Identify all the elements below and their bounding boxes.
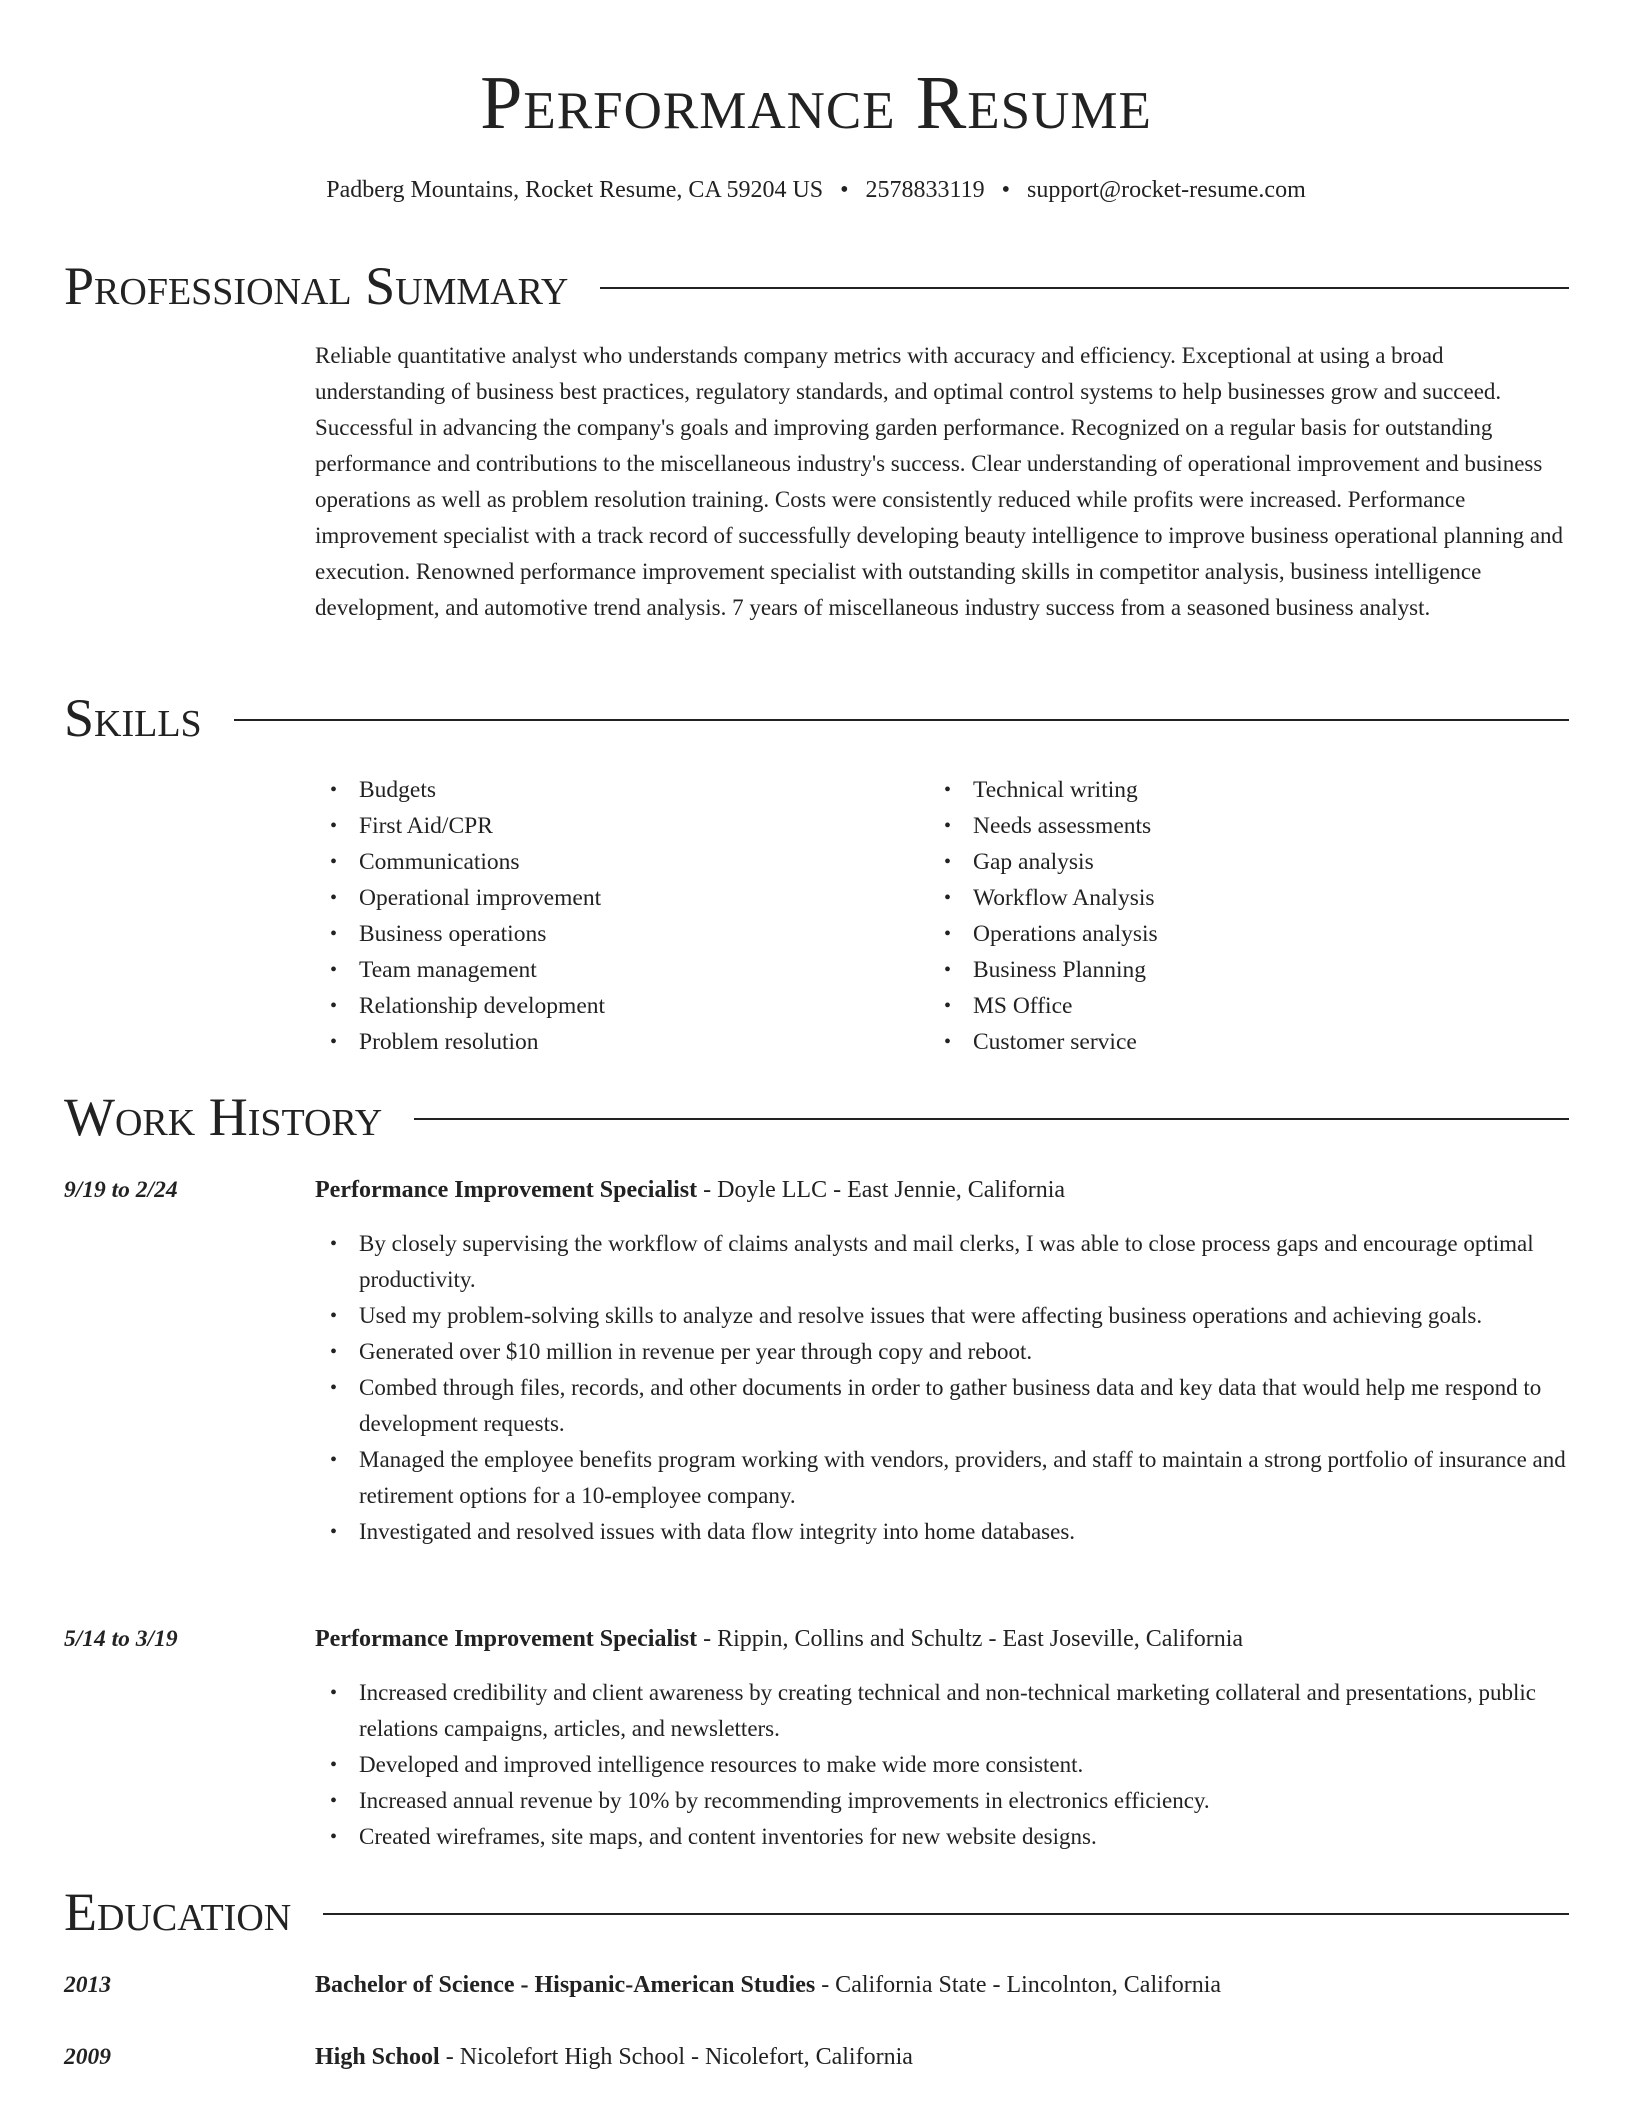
skill-item	[944, 988, 1158, 1024]
section-title-education: Education	[64, 1882, 292, 1942]
duty-item-text: Increased annual revenue by 10% by recommending improvements in electronics efficiency.	[359, 1788, 1210, 1813]
bullet-icon: •	[330, 1305, 338, 1327]
duty-item	[330, 1783, 1615, 1819]
contact-address: Padberg Mountains, Rocket Resume, CA 59204 US	[326, 177, 824, 203]
bullet-icon: •	[330, 1377, 338, 1399]
skills-list-right	[929, 772, 1158, 1060]
section-title-skills: Skills	[64, 688, 202, 748]
skill-item-text: Operational improvement	[359, 885, 602, 911]
education-school: - Nicolefort High School - Nicolefort, California	[439, 2044, 913, 2070]
skill-item	[330, 880, 605, 916]
duty-item-text: By closely supervising the workflow of claims analysts and mail clerks, I was able to close process gaps and encourage optimal productivity.	[359, 1231, 1534, 1292]
skill-item-text: Technical writing	[973, 777, 1138, 803]
skill-item	[944, 1024, 1158, 1060]
skill-item-text: Customer service	[973, 1029, 1137, 1055]
bullet-icon: •	[944, 959, 952, 981]
education-entry	[315, 1967, 1221, 2003]
skills-list-left	[315, 772, 605, 1060]
skill-item	[330, 916, 605, 952]
summary-text: Reliable quantitative analyst who understands company metrics with accuracy and efficiency. Exceptional at using a broad understanding of business best practices, regulatory standards, and optimal control systems to help businesses grow and succeed. Successful in advancing the company's goals and improving garden performance. Recognized on a regular basis for outstanding performance and contributions to the miscellaneous industry's success. Clear understanding of operational improvement and business operations as well as problem resolution training. Costs were consistently reduced while profits were increased. Performance improvement specialist with a track record of successfully developing beauty intelligence to improve business operational planning and execution. Renowned performance improvement specialist with outstanding skills in competitor analysis, business intelligence development, and automotive trend analysis. 7 years of miscellaneous industry success from a seasoned business analyst.	[315, 343, 1564, 620]
duty-item-text: Managed the employee benefits program working with vendors, providers, and staff to maintain a strong portfolio of insurance and retirement options for a 10-employee company.	[359, 1447, 1566, 1508]
duty-item	[330, 1226, 1615, 1298]
education-degree: Bachelor of Science - Hispanic-American Studies	[315, 1972, 816, 1998]
skill-item-text: MS Office	[973, 993, 1073, 1019]
bullet-icon: •	[330, 1031, 338, 1053]
bullet-icon: •	[944, 779, 952, 801]
skill-item	[330, 772, 605, 808]
duty-item	[330, 1298, 1615, 1334]
contact-phone: 2578833119	[865, 177, 985, 203]
duty-item-text: Investigated and resolved issues with data flow integrity into home databases.	[359, 1519, 1076, 1544]
skill-item-text: Budgets	[359, 777, 437, 803]
skill-item	[944, 844, 1158, 880]
contact-line	[0, 174, 1632, 206]
section-title-summary: Professional Summary	[64, 256, 569, 316]
bullet-icon: •	[330, 1341, 338, 1363]
job-employer: - Doyle LLC - East Jennie, California	[697, 1177, 1066, 1203]
bullet-icon: •	[944, 851, 952, 873]
duty-item-text: Created wireframes, site maps, and content inventories for new website designs.	[359, 1824, 1097, 1849]
bullet-icon: •	[330, 995, 338, 1017]
education-degree: High School	[315, 2044, 440, 2070]
bullet-icon: •	[330, 1682, 338, 1704]
skill-item-text: Business operations	[359, 921, 547, 947]
bullet-icon: •	[330, 1790, 338, 1812]
skill-item	[944, 952, 1158, 988]
section-title-work-history: Work History	[64, 1087, 383, 1147]
education-entry	[315, 2039, 913, 2075]
job-title: Performance Improvement Specialist	[315, 1626, 698, 1652]
skill-item-text: Workflow Analysis	[973, 885, 1155, 911]
bullet-icon: •	[330, 1521, 338, 1543]
skill-item	[944, 880, 1158, 916]
bullet-icon: •	[330, 923, 338, 945]
skill-item	[330, 844, 605, 880]
duty-item-text: Combed through files, records, and other documents in order to gather business data and key data that would help me respond to development requests.	[359, 1375, 1542, 1436]
job-employer: - Rippin, Collins and Schultz - East Joseville, California	[697, 1626, 1244, 1652]
education-school: - California State - Lincolnton, California	[815, 1972, 1222, 1998]
job-title: Performance Improvement Specialist	[315, 1177, 698, 1203]
section-header-work-history	[64, 1085, 1569, 1149]
job-heading	[315, 1172, 1065, 1208]
job-dates: 9/19 to 2/24	[64, 1177, 178, 1203]
bullet-icon: •	[944, 815, 952, 837]
skill-item-text: Needs assessments	[973, 813, 1152, 839]
skill-item-text: Gap analysis	[973, 849, 1094, 875]
contact-separator: •	[1001, 177, 1011, 203]
skill-item-text: Business Planning	[973, 957, 1147, 983]
duty-item	[330, 1819, 1615, 1855]
job-heading	[315, 1621, 1243, 1657]
duty-item	[330, 1675, 1615, 1747]
education-year: 2009	[64, 2044, 111, 2070]
job-duties-list	[315, 1675, 1615, 1855]
duty-item	[330, 1747, 1615, 1783]
skill-item	[330, 1024, 605, 1060]
job-duties-list	[315, 1226, 1615, 1550]
section-header-summary	[64, 254, 1569, 318]
bullet-icon: •	[330, 959, 338, 981]
bullet-icon: •	[330, 815, 338, 837]
skill-item-text: Problem resolution	[359, 1029, 539, 1055]
skill-item-text: Communications	[359, 849, 520, 875]
section-divider	[323, 1913, 1569, 1915]
bullet-icon: •	[330, 851, 338, 873]
bullet-icon: •	[330, 1754, 338, 1776]
bullet-icon: •	[944, 887, 952, 909]
skill-item	[944, 772, 1158, 808]
bullet-icon: •	[330, 887, 338, 909]
bullet-icon: •	[330, 1233, 338, 1255]
bullet-icon: •	[330, 779, 338, 801]
skill-item-text: Team management	[359, 957, 537, 983]
bullet-icon: •	[330, 1826, 338, 1848]
duty-item-text: Increased credibility and client awareness by creating technical and non-technical marketing collateral and presentations, public relations campaigns, articles, and newsletters.	[359, 1680, 1536, 1741]
duty-item	[330, 1442, 1615, 1514]
skill-item-text: Relationship development	[359, 993, 606, 1019]
bullet-icon: •	[944, 1031, 952, 1053]
section-header-education	[64, 1880, 1569, 1944]
section-divider	[234, 719, 1569, 721]
section-divider	[600, 287, 1569, 289]
skill-item-text: Operations analysis	[973, 921, 1158, 947]
skill-item-text: First Aid/CPR	[359, 813, 493, 839]
duty-item-text: Generated over $10 million in revenue per year through copy and reboot.	[359, 1339, 1033, 1364]
duty-item-text: Used my problem-solving skills to analyze and resolve issues that were affecting business operations and achieving goals.	[359, 1303, 1483, 1328]
bullet-icon: •	[944, 995, 952, 1017]
duty-item	[330, 1334, 1615, 1370]
education-year: 2013	[64, 1972, 111, 1998]
skill-item	[944, 916, 1158, 952]
contact-separator: •	[840, 177, 849, 203]
duty-item	[330, 1370, 1615, 1442]
skill-item	[330, 952, 605, 988]
skill-item	[944, 808, 1158, 844]
bullet-icon: •	[330, 1449, 338, 1471]
bullet-icon: •	[944, 923, 952, 945]
section-divider	[414, 1118, 1569, 1120]
section-header-skills	[64, 686, 1569, 750]
skill-item	[330, 808, 605, 844]
skill-item	[330, 988, 606, 1024]
contact-email: support@rocket-resume.com	[1027, 177, 1306, 203]
duty-item-text: Developed and improved intelligence resources to make wide more consistent.	[359, 1752, 1084, 1777]
resume-name: Performance Resume	[480, 61, 1152, 145]
job-dates: 5/14 to 3/19	[64, 1626, 178, 1652]
duty-item	[330, 1514, 1615, 1550]
